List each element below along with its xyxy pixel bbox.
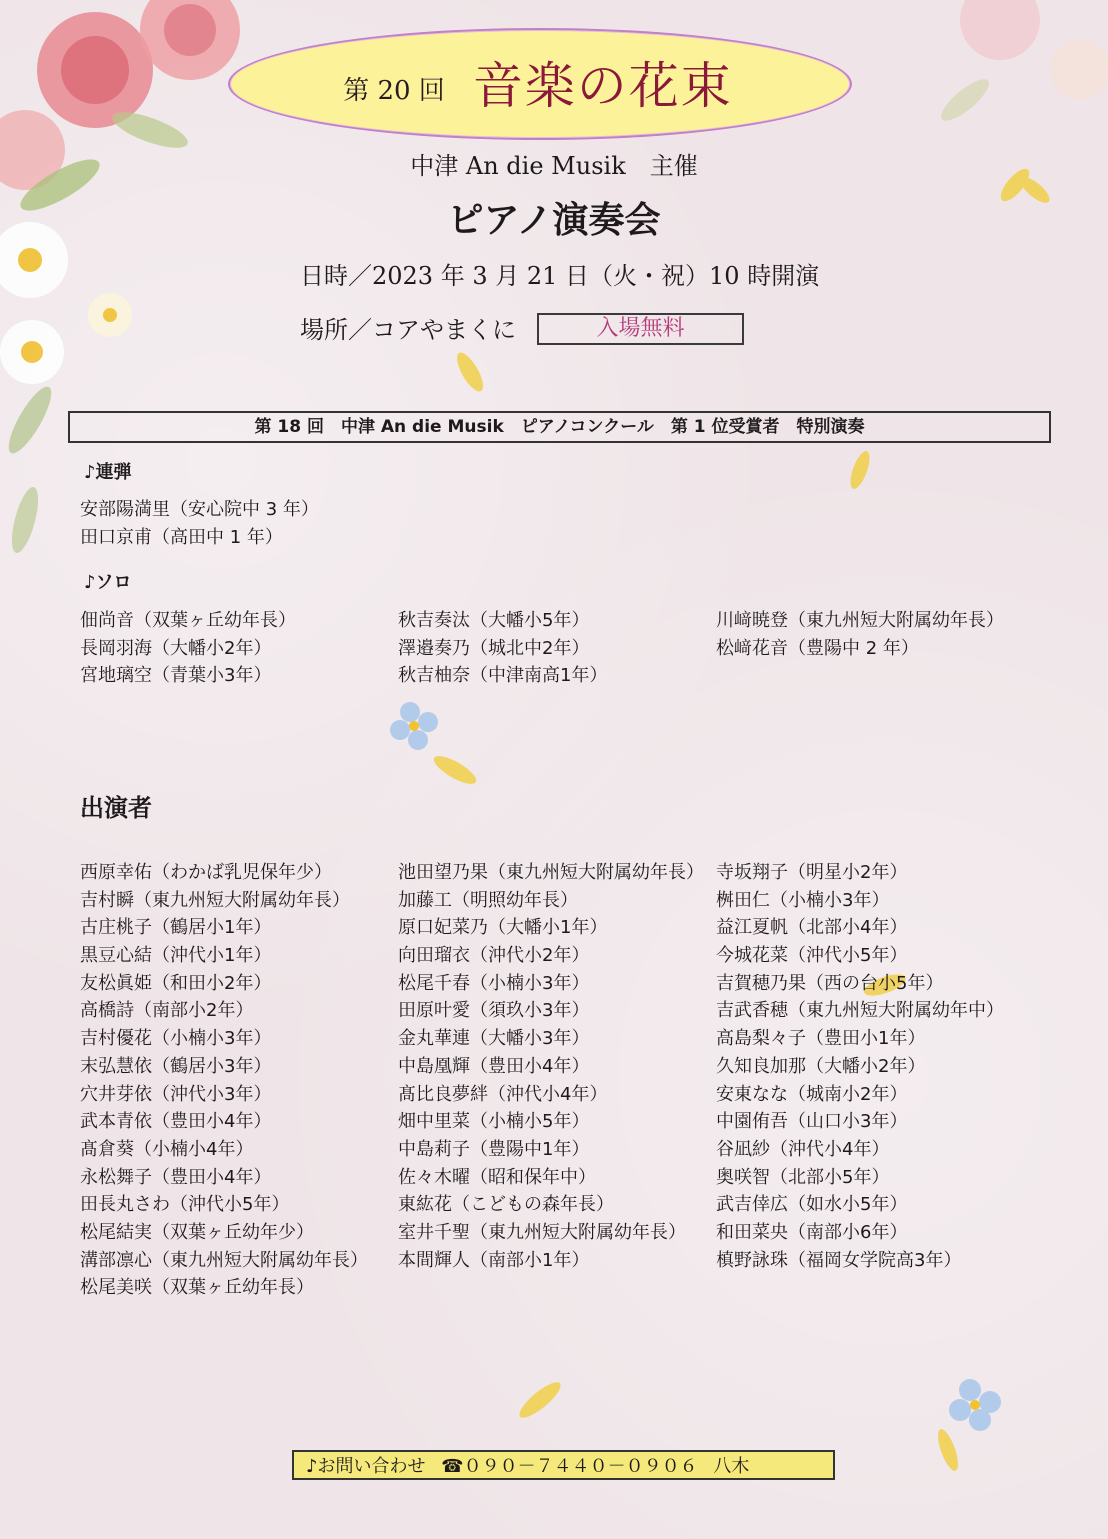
duet-list xyxy=(80,496,319,551)
performer-name: 室井千聖（東九州短大附属幼年長） xyxy=(398,1221,686,1243)
performer-name: 髙倉葵（小楠小4年） xyxy=(80,1138,254,1160)
solo-performer: 川﨑暁登（東九州短大附属幼年長） xyxy=(716,610,1004,631)
performers-col3 xyxy=(716,859,1004,1274)
performer-name: 松尾結実（双葉ヶ丘幼年少） xyxy=(80,1221,314,1243)
performer-name: 中島莉子（豊陽中1年） xyxy=(398,1138,590,1160)
performers-col2 xyxy=(398,859,704,1274)
performer-name: 古庄桃子（鶴居小1年） xyxy=(80,917,272,939)
performer-name: 加藤工（明照幼年長） xyxy=(398,889,578,911)
solo-list-col1 xyxy=(80,607,296,690)
special-performance-banner: 第 18 回 中津 An die Musik ピアノコンクール 第 1 位受賞者 特別演奏 xyxy=(68,411,1051,443)
performer-name: 吉村優花（小楠小3年） xyxy=(80,1028,272,1050)
performer-name: 武吉倖広（如水小5年） xyxy=(716,1194,908,1216)
performer-name: 東紘花（こどもの森年長） xyxy=(398,1194,614,1216)
performer-name: 高島梨々子（豊田小1年） xyxy=(716,1028,926,1050)
event-datetime: 日時／2023 年 3 月 21 日（火・祝）10 時開演 xyxy=(300,262,820,290)
performer-name: 桝田仁（小楠小3年） xyxy=(716,889,890,911)
duet-label: ♪連弾 xyxy=(84,462,132,483)
solo-performer: 佃尚音（双葉ヶ丘幼年長） xyxy=(80,610,296,631)
duet-performer: 田口京甫（高田中 1 年） xyxy=(80,526,283,548)
performer-name: 松尾美咲（双葉ヶ丘幼年長） xyxy=(80,1277,314,1299)
performer-name: 金丸華連（大幡小3年） xyxy=(398,1028,590,1050)
performer-name: 畑中里菜（小楠小5年） xyxy=(398,1111,590,1133)
organizer: 中津 An die Musik 主催 xyxy=(410,152,698,180)
edition-label: 第 20 回 xyxy=(343,75,445,106)
contact-phone: ☎０９０－７４４０－０９０６ xyxy=(441,1456,698,1477)
performer-name: 吉武香穂（東九州短大附属幼年中） xyxy=(716,1000,1004,1022)
performer-name: 溝部凛心（東九州短大附属幼年長） xyxy=(80,1249,368,1271)
title-block xyxy=(228,28,848,136)
event-type: ピアノ演奏会 xyxy=(447,200,661,241)
performer-name: 安東なな（城南小2年） xyxy=(716,1083,908,1105)
performer-name: 髙比良夢絆（沖代小4年） xyxy=(398,1083,608,1105)
solo-performer: 宮地璃空（青葉小3年） xyxy=(80,665,272,687)
performers-heading: 出演者 xyxy=(80,794,152,822)
performer-name: 今城花菜（沖代小5年） xyxy=(716,945,908,967)
performer-name: 田原叶愛（須玖小3年） xyxy=(398,1000,590,1022)
performer-name: 槙野詠珠（福岡女学院高3年） xyxy=(716,1249,962,1271)
performer-name: 穴井芽依（沖代小3年） xyxy=(80,1083,272,1105)
performer-name: 武本青依（豊田小4年） xyxy=(80,1111,272,1133)
performer-name: 中島凰輝（豊田小4年） xyxy=(398,1055,590,1077)
solo-list-col2 xyxy=(398,607,607,690)
event-venue: 場所／コアやまくに xyxy=(300,316,516,344)
performer-name: 佐々木曜（昭和保年中） xyxy=(398,1166,596,1188)
performer-name: 末弘慧依（鶴居小3年） xyxy=(80,1055,272,1077)
solo-performer: 長岡羽海（大幡小2年） xyxy=(80,637,272,659)
contact-label: ♪お問い合わせ xyxy=(306,1456,426,1477)
contact-box xyxy=(292,1450,835,1480)
admission-box: 入場無料 xyxy=(537,313,744,345)
performer-name: 本間輝人（南部小1年） xyxy=(398,1249,590,1271)
performer-name: 吉賀穂乃果（西の台小5年） xyxy=(716,972,944,994)
solo-performer: 秋吉奏汰（大幡小5年） xyxy=(398,610,590,631)
performer-name: 益江夏帆（北部小4年） xyxy=(716,917,908,939)
solo-label: ♪ソロ xyxy=(84,572,132,593)
solo-list-col3 xyxy=(716,607,1004,662)
performers-col1 xyxy=(80,859,368,1302)
solo-performer: 秋吉柚奈（中津南高1年） xyxy=(398,665,608,687)
performer-name: 田長丸さわ（沖代小5年） xyxy=(80,1194,290,1216)
performer-name: 松尾千春（小楠小3年） xyxy=(398,972,590,994)
performer-name: 吉村瞬（東九州短大附属幼年長） xyxy=(80,889,350,911)
performer-name: 池田望乃果（東九州短大附属幼年長） xyxy=(398,862,704,883)
performer-name: 寺坂翔子（明星小2年） xyxy=(716,862,908,883)
performer-name: 原口妃菜乃（大幡小1年） xyxy=(398,917,608,939)
performer-name: 久知良加那（大幡小2年） xyxy=(716,1055,926,1077)
event-title: 音楽の花束 xyxy=(472,57,733,115)
performer-name: 高橋詩（南部小2年） xyxy=(80,1000,254,1022)
solo-performer: 松﨑花音（豊陽中 2 年） xyxy=(716,637,919,659)
contact-name: 八木 xyxy=(713,1456,750,1477)
performer-name: 黒豆心結（沖代小1年） xyxy=(80,945,272,967)
performer-name: 谷凪紗（沖代小4年） xyxy=(716,1138,890,1160)
performer-name: 友松眞姫（和田小2年） xyxy=(80,972,272,994)
performer-name: 西原幸佑（わかば乳児保年少） xyxy=(80,862,332,883)
performer-name: 永松舞子（豊田小4年） xyxy=(80,1166,272,1188)
performer-name: 奥咲智（北部小5年） xyxy=(716,1166,890,1188)
performer-name: 和田菜央（南部小6年） xyxy=(716,1221,908,1243)
performer-name: 中園侑吾（山口小3年） xyxy=(716,1111,908,1133)
duet-performer: 安部陽満里（安心院中 3 年） xyxy=(80,499,319,520)
performer-name: 向田瑠衣（沖代小2年） xyxy=(398,945,590,967)
solo-performer: 澤邉奏乃（城北中2年） xyxy=(398,637,590,659)
